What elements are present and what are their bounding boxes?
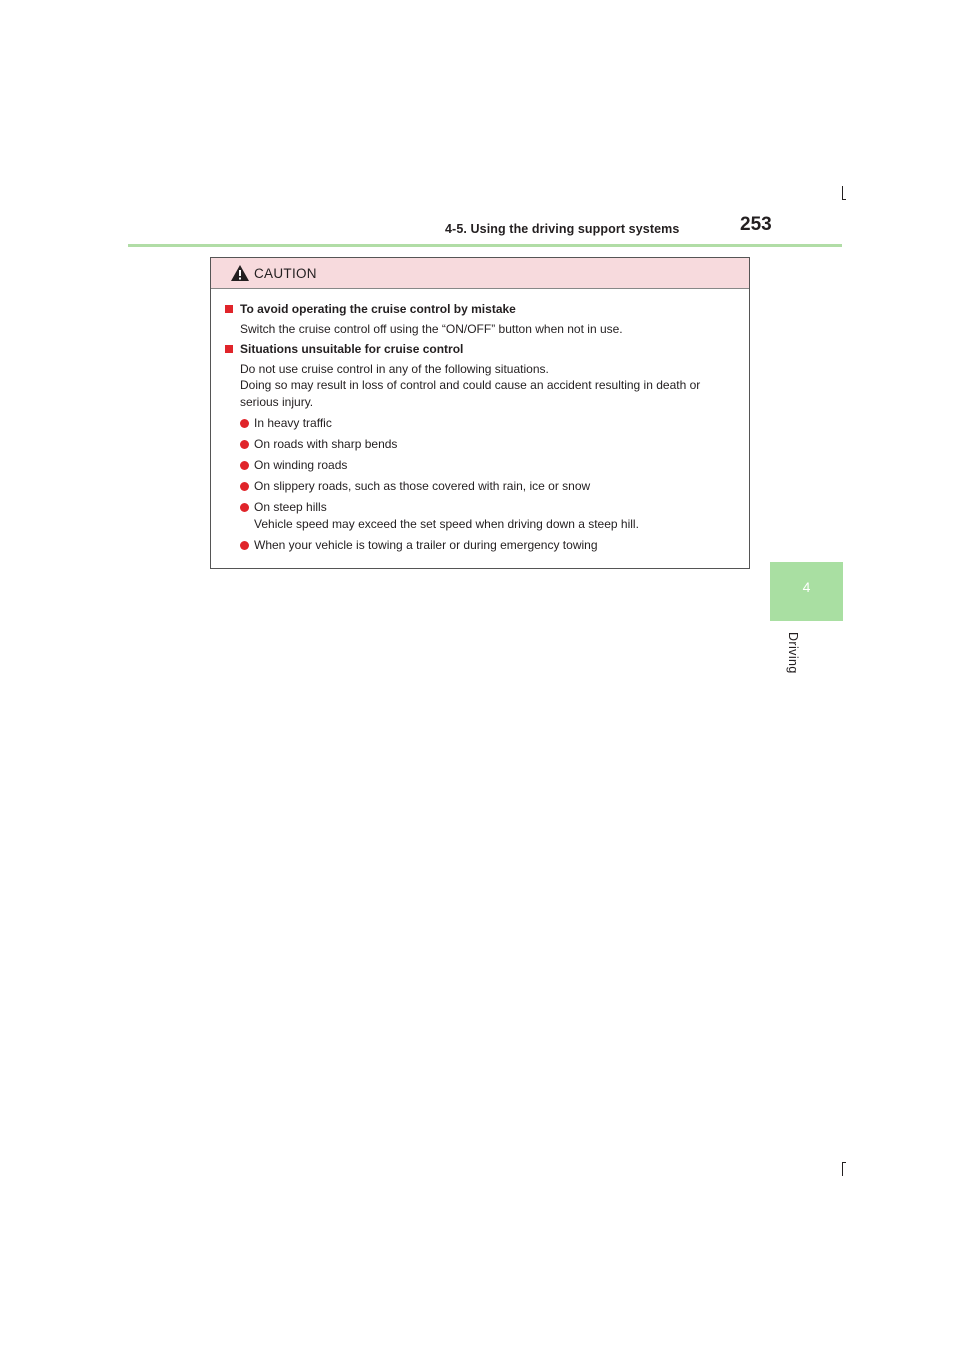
caution-section-heading: Situations unsuitable for cruise control — [221, 341, 739, 358]
caution-title: CAUTION — [254, 266, 317, 281]
crop-mark-bottom — [842, 1162, 843, 1176]
header-divider — [128, 244, 842, 247]
chapter-number: 4 — [802, 579, 811, 595]
bullet-list — [221, 415, 739, 553]
section-heading: 4-5. Using the driving support systems — [445, 222, 680, 236]
list-item-note: Vehicle speed may exceed the set speed when driving down a steep hill. — [254, 516, 639, 531]
list-item: On roads with sharp bends — [221, 436, 739, 453]
list-item: On steep hills Vehicle speed may exceed the set speed when driving down a steep hill. — [221, 499, 739, 532]
list-item: When your vehicle is towing a trailer or during emergency towing — [221, 537, 739, 554]
page-number: 253 — [740, 214, 772, 235]
chapter-label: Driving — [786, 632, 800, 674]
list-item: In heavy traffic — [221, 415, 739, 432]
caution-box — [210, 257, 750, 569]
caution-body — [211, 289, 749, 553]
bullet-dot-icon — [240, 541, 249, 550]
caution-header — [211, 258, 749, 289]
square-bullet-icon — [225, 345, 233, 353]
bullet-dot-icon — [240, 482, 249, 491]
bullet-dot-icon — [240, 461, 249, 470]
caution-paragraph: Switch the cruise control off using the “ON/OFF” button when not in use. — [240, 321, 623, 336]
caution-paragraph: Do not use cruise control in any of the following situations. — [240, 361, 549, 376]
list-item: On slippery roads, such as those covered with rain, ice or snow — [221, 478, 739, 495]
warning-triangle-icon — [230, 264, 250, 282]
square-bullet-icon — [225, 305, 233, 313]
crop-mark-top — [842, 186, 843, 200]
chapter-tab[interactable] — [770, 562, 843, 621]
caution-paragraph: Doing so may result in loss of control and could cause an accident resulting in death or serious injury. — [240, 378, 701, 409]
bullet-dot-icon — [240, 419, 249, 428]
caution-section-heading: To avoid operating the cruise control by mistake — [221, 301, 739, 318]
bullet-dot-icon — [240, 440, 249, 449]
list-item: On winding roads — [221, 457, 739, 474]
bullet-dot-icon — [240, 503, 249, 512]
